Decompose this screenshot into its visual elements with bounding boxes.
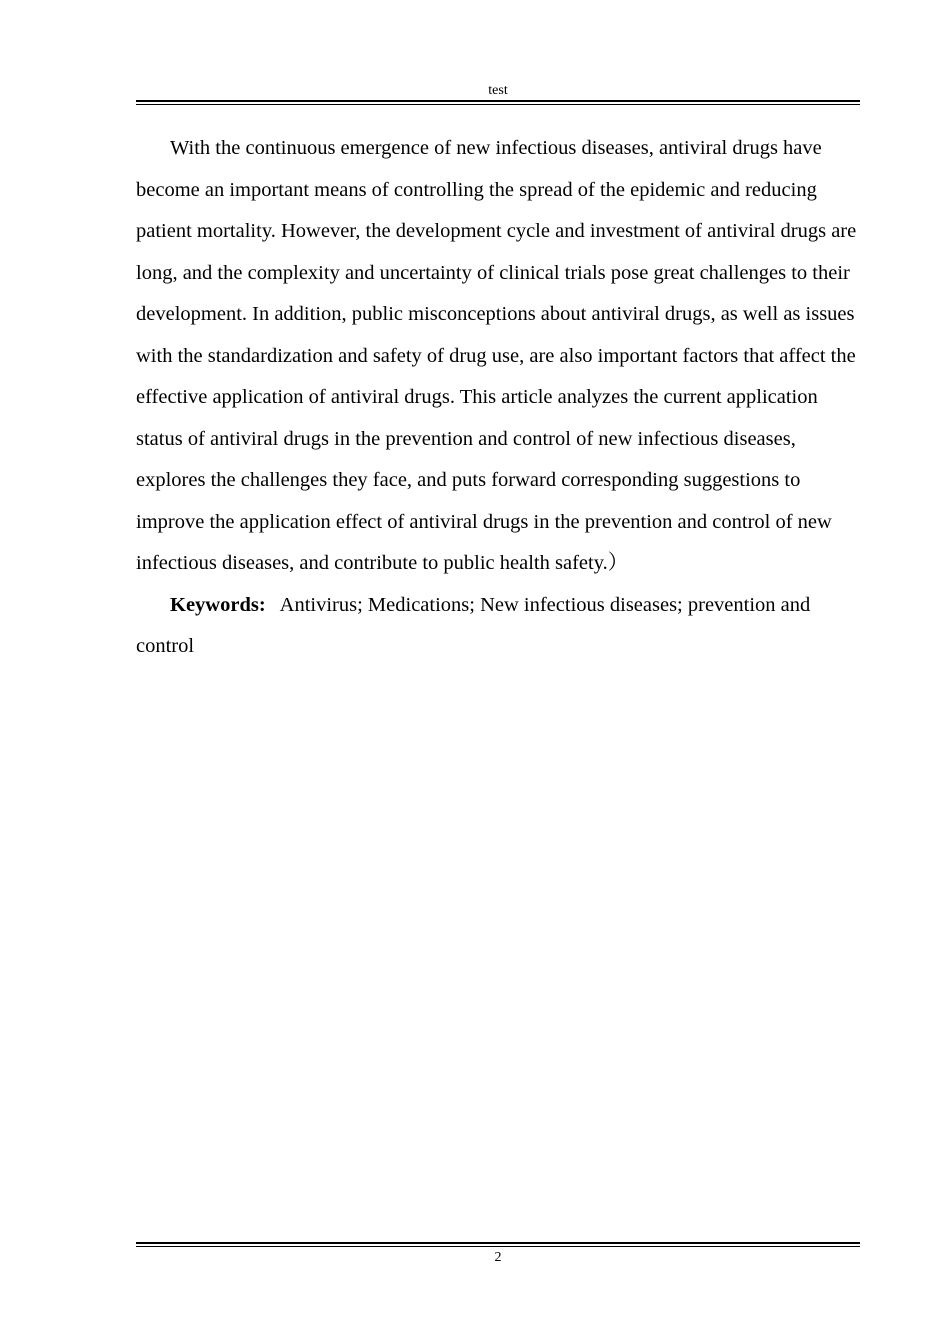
keywords-text: Antivirus; Medications; New infectious diseases; prevention and control (136, 593, 811, 657)
page-number: 2 (494, 1250, 502, 1265)
header-rule (136, 100, 860, 105)
abstract-paragraph: With the continuous emergence of new infectious diseases, antiviral drugs have become an important means of controlling the spread of the epidemic and reducing patient mortality. However, the development cycle and investment of antiviral drugs are long, and the complexity and uncertainty of clinical trials pose great challenges to their development. In addition, public misconceptions about antiviral drugs, as well as issues with the standardization and safety of drug use, are also important factors that affect the effective application of antiviral drugs. This article analyzes the current application status of antiviral drugs in the prevention and control of new infectious diseases, explores the challenges they face, and puts forward corresponding suggestions to improve the application effect of antiviral drugs in the prevention and control of new infectious diseases, and contribute to public health safety.） (136, 137, 857, 574)
footer-rule (136, 1242, 860, 1247)
keywords-paragraph (136, 585, 862, 668)
keywords-label: Keywords: (170, 593, 266, 616)
document-body (136, 128, 862, 668)
page-header-title: test (488, 83, 508, 98)
